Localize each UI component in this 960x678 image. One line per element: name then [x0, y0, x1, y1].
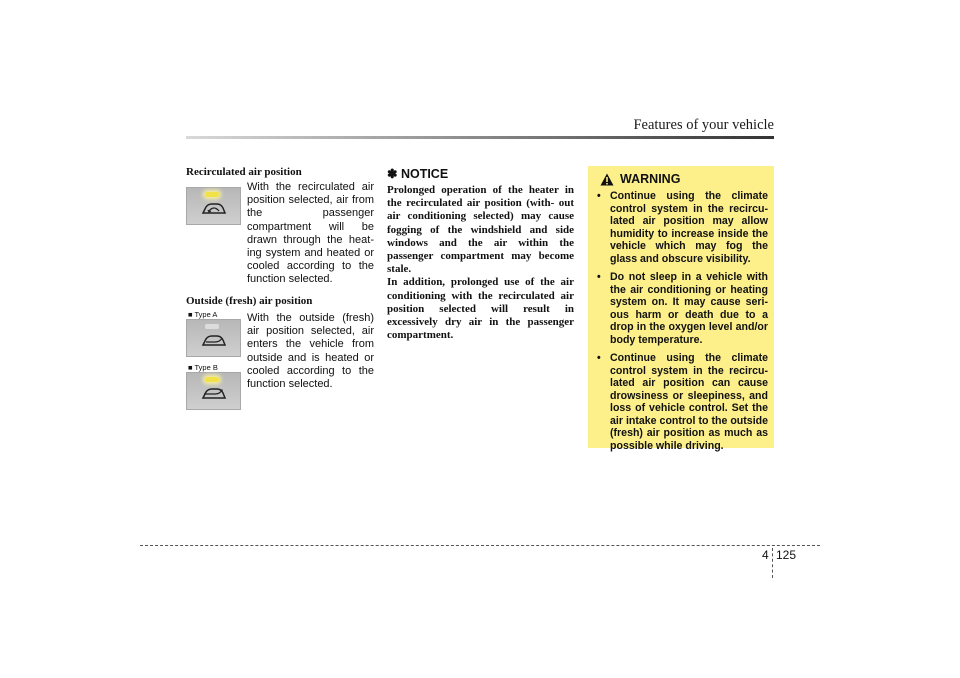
bullet: •	[597, 190, 601, 202]
outside-title: Outside (fresh) air position	[186, 295, 313, 307]
bullet: •	[597, 352, 601, 364]
recirculated-button-image	[186, 187, 241, 225]
recirculated-description: With the recirculated air position selected, air from the passenger compartment will be drawn through the heat- ing system and heated or cooled according to the function selected.	[247, 181, 374, 286]
recirculation-car-icon	[201, 201, 227, 217]
warning-list	[594, 190, 768, 452]
notice-paragraph: Prolonged operation of the heater in the recirculated air position (with- out air conditioning selected) may cause fogging of the windshield and side windows and the air within the passenger compartment may become stale.	[387, 184, 574, 276]
notice-section	[387, 166, 574, 342]
warning-item	[594, 271, 768, 346]
footer-rule	[140, 545, 820, 546]
warning-item	[594, 190, 768, 265]
header-rule	[186, 136, 774, 139]
outside-description: With the outside (fresh) air position selected, air enters the vehicle from outside and is heated or cooled according to the function selected.	[247, 312, 374, 391]
warning-item-text: Continue using the climate control system in the recircu- lated air position may allow humidity to increase inside the vehicle which may fog the glass and obscure visibility.	[610, 190, 768, 265]
notice-title: ✽ NOTICE	[387, 167, 449, 181]
outside-button-type-a-image	[186, 319, 241, 357]
warning-title: WARNING	[620, 172, 681, 186]
bullet: •	[597, 271, 601, 283]
fresh-air-car-icon	[201, 333, 227, 349]
fresh-air-car-icon	[201, 386, 227, 402]
warning-item	[594, 352, 768, 452]
warning-box	[588, 166, 774, 452]
page-number: 125	[776, 548, 797, 562]
warning-item-text: Do not sleep in a vehicle with the air conditioning or heating system on. It may cause seri- ous harm or death due to a drop in the oxygen level and/or body temperature.	[610, 271, 768, 346]
indicator-light-icon	[205, 324, 219, 329]
outside-button-type-b-image	[186, 372, 241, 410]
page-number-divider	[772, 548, 773, 578]
type-b-label: ■ Type B	[188, 363, 218, 372]
indicator-light-icon	[205, 377, 219, 382]
notice-paragraph: In addition, prolonged use of the air conditioning with the recirculated air position selected will result in excessively dry air in the passenger compartment.	[387, 276, 574, 342]
type-a-label: ■ Type A	[188, 310, 218, 319]
page-header-title: Features of your vehicle	[633, 117, 774, 133]
indicator-light-icon	[205, 192, 219, 197]
warning-item-text: Continue using the climate control system in the recircu- lated air position can cause drowsiness or sleepiness, and loss of vehicle control. Set the air intake control to the outside (fresh) air position as much as possible while driving.	[610, 352, 768, 452]
air-position-column	[186, 166, 374, 391]
recirculated-title: Recirculated air position	[186, 166, 302, 178]
warning-triangle-icon	[600, 173, 614, 186]
section-number: 4	[762, 548, 769, 562]
warning-header	[600, 172, 768, 186]
